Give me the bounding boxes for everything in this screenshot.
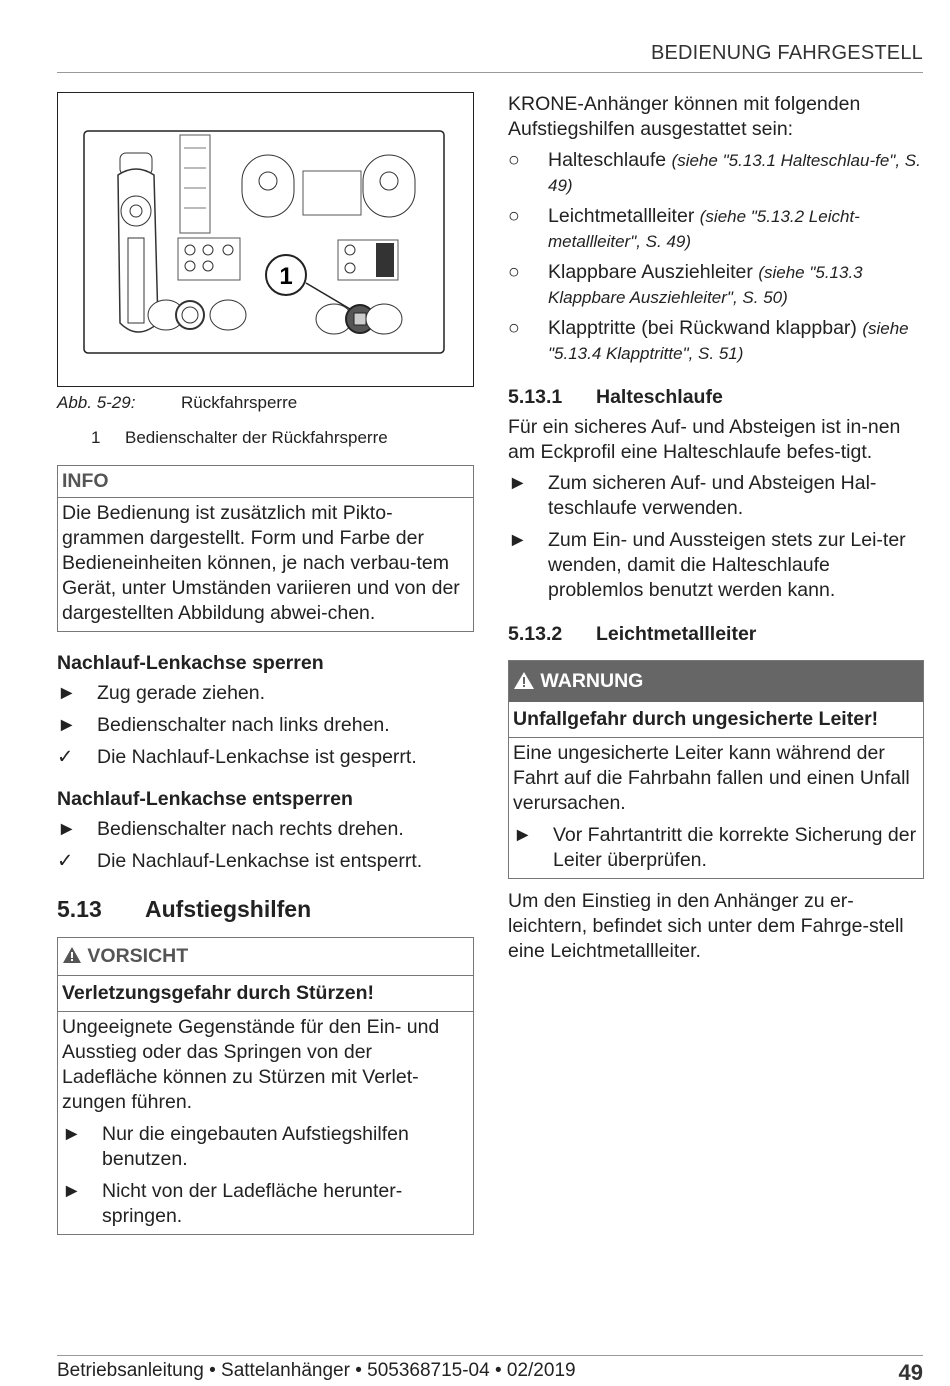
page-footer: [57, 1355, 923, 1386]
list-item: ○ Leichtmetallleiter (siehe "5.13.2 Leicht-metallleiter", S. 49): [508, 205, 860, 251]
warning-triangle-icon: [62, 945, 87, 967]
unlock-steps: [57, 817, 474, 874]
intro-text: KRONE-Anhänger können mit folgenden Aufstiegshilfen ausgestattet sein:: [508, 93, 861, 140]
figure-legend-item: [57, 427, 474, 449]
page-header: [57, 42, 923, 73]
section-5-13-1-heading: 5.13.1 Halteschlaufe: [508, 386, 723, 408]
aufstieg-list: [508, 148, 924, 366]
caution-box-body: [58, 1012, 473, 1234]
section-title: BEDIENUNG FAHRGESTELL: [650, 42, 923, 64]
footer-text: Betriebsanleitung • Sattelanhänger • 505368715-04 • 02/2019: [57, 1360, 576, 1381]
info-box-title: INFO: [58, 466, 473, 498]
warning-box-text: Eine ungesicherte Leiter kann während der Fahrt auf die Fahrbahn fallen und einen Unfall verursachen.: [513, 742, 910, 814]
closing-text: Um den Einstieg in den Anhänger zu er-leichtern, befindet sich unter dem Fahrge-stell eine Leichtmetallleiter.: [508, 890, 904, 962]
list-item: ○ Klapptritte (bei Rückwand klappbar) (siehe "5.13.4 Klapptritte", S. 51): [508, 317, 909, 363]
list-item: ○ Halteschlaufe (siehe "5.13.1 Halteschlau-fe", S. 49): [508, 149, 921, 195]
info-box: [57, 465, 474, 632]
list-item: ✓ Die Nachlauf-Lenkachse ist gesperrt.: [57, 746, 417, 768]
warning-triangle-icon: [513, 670, 540, 692]
list-item: ► Bedienschalter nach links drehen.: [57, 714, 390, 736]
right-column: [508, 92, 924, 964]
warning-steps: [513, 823, 919, 873]
legend-text: Bedienschalter der Rückfahrsperre: [125, 428, 388, 447]
figure-control-panel: [57, 92, 474, 387]
info-box-text: Die Bedienung ist zusätzlich mit Pikto-grammen dargestellt. Form und Farbe der Bedieneinheiten können, je nach verbau-tem Gerät, unter Umständen variieren und von der dargestellten Abbildung abwei-chen.: [62, 502, 460, 624]
list-item: ► Nur die eingebauten Aufstiegshilfen benutzen.: [62, 1123, 409, 1170]
warning-box-title: WARNUNG: [509, 661, 923, 702]
unlock-heading: Nachlauf-Lenkachse entsperren: [57, 788, 353, 810]
halteschlaufe-text: Für ein sicheres Auf- und Absteigen ist in-nen am Eckprofil eine Halteschlaufe befes-tigt.: [508, 416, 901, 463]
left-column: [57, 392, 474, 1235]
caution-box-text: Ungeeignete Gegenstände für den Ein- und Ausstieg oder das Springen von der Ladefläche können zu Stürzen mit Verlet-zungen führen.: [62, 1016, 440, 1113]
figure-caption: [57, 392, 474, 414]
figure-caption-label: Abb. 5-29:: [57, 393, 136, 412]
caution-box-title: VORSICHT: [58, 938, 473, 976]
warning-box-body: [509, 738, 923, 878]
section-5-13-heading: 5.13 Aufstiegshilfen: [57, 896, 312, 922]
lock-heading: Nachlauf-Lenkachse sperren: [57, 652, 324, 674]
caution-steps: [62, 1122, 469, 1229]
lock-steps: [57, 681, 474, 770]
caution-box-subtitle: Verletzungsgefahr durch Stürzen!: [58, 976, 473, 1012]
figure-caption-text: Rückfahrsperre: [181, 393, 298, 412]
list-item: ○ Klappbare Ausziehleiter (siehe "5.13.3 Klappbare Ausziehleiter", S. 50): [508, 261, 863, 307]
warning-box-subtitle: Unfallgefahr durch ungesicherte Leiter!: [509, 702, 923, 738]
list-item: ► Nicht von der Ladefläche herunter-springen.: [62, 1180, 403, 1227]
section-5-13-2-heading: 5.13.2 Leichtmetallleiter: [508, 623, 757, 645]
list-item: ► Zum Ein- und Aussteigen stets zur Lei-ter wenden, damit die Halteschlaufe problemlos benutzt werden kann.: [508, 529, 906, 601]
caution-box: [57, 937, 474, 1235]
list-item: ✓ Die Nachlauf-Lenkachse ist entsperrt.: [57, 850, 423, 872]
list-item: ► Bedienschalter nach rechts drehen.: [57, 818, 404, 840]
list-item: ► Zug gerade ziehen.: [57, 682, 266, 704]
list-item: ► Zum sicheren Auf- und Absteigen Hal-teschlaufe verwenden.: [508, 472, 877, 519]
figure-callout-number: 1: [279, 263, 293, 290]
warning-box: [508, 660, 924, 879]
control-panel-illustration: [58, 93, 473, 386]
page-number: 49: [898, 1360, 923, 1385]
halteschlaufe-steps: [508, 471, 924, 603]
list-item: ► Vor Fahrtantritt die korrekte Sicherung der Leiter überprüfen.: [513, 824, 917, 871]
legend-number: 1: [91, 428, 101, 447]
